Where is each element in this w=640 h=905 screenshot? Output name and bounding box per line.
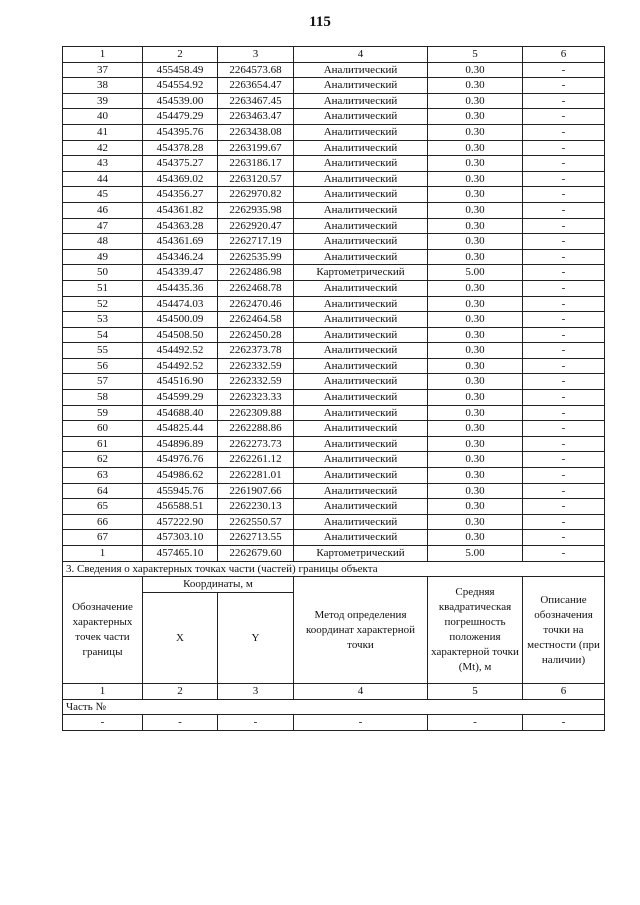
table-cell: - (523, 78, 605, 94)
header-method: Метод определения координат характерной точки (294, 577, 428, 684)
table-cell: 454356.27 (143, 187, 218, 203)
table-row (63, 421, 605, 437)
table-cell: Аналитический (294, 78, 428, 94)
section3-title: 3. Сведения о характерных точках части (частей) границы объекта (63, 561, 605, 577)
table-cell: 64 (63, 483, 143, 499)
table-cell: Аналитический (294, 452, 428, 468)
table-cell: Аналитический (294, 109, 428, 125)
table-cell: 47 (63, 218, 143, 234)
header-coordinates: Координаты, м (143, 577, 294, 593)
table-row (63, 156, 605, 172)
table-cell: 454361.69 (143, 234, 218, 250)
table-row (63, 109, 605, 125)
empty-cell-2: - (143, 715, 218, 731)
header-point-designation: Обозначение характерных точек части границы (63, 577, 143, 684)
table-cell: Аналитический (294, 234, 428, 250)
table-cell: 454375.27 (143, 156, 218, 172)
table-row (63, 218, 605, 234)
table-cell: - (523, 499, 605, 515)
table-cell: 457465.10 (143, 546, 218, 562)
empty-cell-4: - (294, 715, 428, 731)
table-cell: 40 (63, 109, 143, 125)
table-cell: 2262373.78 (218, 343, 294, 359)
table-cell: 2262288.86 (218, 421, 294, 437)
table-cell: 41 (63, 124, 143, 140)
table-cell: 46 (63, 202, 143, 218)
table-cell: 51 (63, 280, 143, 296)
table-cell: 2262920.47 (218, 218, 294, 234)
table-cell: 52 (63, 296, 143, 312)
table-cell: - (523, 452, 605, 468)
table-cell: - (523, 358, 605, 374)
table-cell: 2262332.59 (218, 374, 294, 390)
column-number-row (63, 47, 605, 63)
table-cell: 37 (63, 62, 143, 78)
table-cell: 61 (63, 436, 143, 452)
table-cell: 454599.29 (143, 390, 218, 406)
table-cell: 0.30 (428, 358, 523, 374)
table-cell: - (523, 124, 605, 140)
table-cell: Аналитический (294, 249, 428, 265)
table-cell: - (523, 421, 605, 437)
table-cell: - (523, 249, 605, 265)
table-cell: 454369.02 (143, 171, 218, 187)
table-row (63, 280, 605, 296)
table-cell: - (523, 327, 605, 343)
table-cell: 0.30 (428, 421, 523, 437)
table-cell: 2262468.78 (218, 280, 294, 296)
table-cell: 39 (63, 93, 143, 109)
table-row (63, 78, 605, 94)
coordinates-table (62, 46, 605, 731)
table-cell: - (523, 187, 605, 203)
table-cell: 2262717.19 (218, 234, 294, 250)
table-cell: - (523, 280, 605, 296)
table-cell: 58 (63, 390, 143, 406)
table-cell: 44 (63, 171, 143, 187)
table-cell: 66 (63, 514, 143, 530)
table-row (63, 249, 605, 265)
table-row (63, 312, 605, 328)
table-cell: Аналитический (294, 499, 428, 515)
table-cell: 456588.51 (143, 499, 218, 515)
table-row (63, 265, 605, 281)
table-cell: - (523, 62, 605, 78)
table-cell: 0.30 (428, 62, 523, 78)
table-cell: 0.30 (428, 405, 523, 421)
table-row (63, 358, 605, 374)
table-cell: - (523, 234, 605, 250)
table-cell: 0.30 (428, 452, 523, 468)
table-cell: Аналитический (294, 218, 428, 234)
table-cell: 62 (63, 452, 143, 468)
table-cell: 0.30 (428, 234, 523, 250)
table-cell: 2262486.98 (218, 265, 294, 281)
table-cell: - (523, 140, 605, 156)
table-cell: 60 (63, 421, 143, 437)
table-cell: 454825.44 (143, 421, 218, 437)
table-row (63, 499, 605, 515)
table-cell: 454378.28 (143, 140, 218, 156)
table-cell: 454986.62 (143, 468, 218, 484)
s3-col-num-1: 1 (63, 684, 143, 700)
table-cell: 0.30 (428, 499, 523, 515)
table-cell: 454976.76 (143, 452, 218, 468)
col-num-5: 5 (428, 47, 523, 63)
table-cell: Аналитический (294, 171, 428, 187)
table-cell: 0.30 (428, 124, 523, 140)
table-cell: Аналитический (294, 327, 428, 343)
table-cell: 2262935.98 (218, 202, 294, 218)
table-row (63, 405, 605, 421)
table-cell: 2263654.47 (218, 78, 294, 94)
table-cell: 2263199.67 (218, 140, 294, 156)
table-cell: 2263467.45 (218, 93, 294, 109)
table-cell: 0.30 (428, 374, 523, 390)
table-cell: 457222.90 (143, 514, 218, 530)
table-cell: Аналитический (294, 296, 428, 312)
table-cell: Аналитический (294, 468, 428, 484)
table-row (63, 452, 605, 468)
table-cell: - (523, 546, 605, 562)
table-cell: 0.30 (428, 218, 523, 234)
col-num-4: 4 (294, 47, 428, 63)
table-cell: - (523, 436, 605, 452)
table-cell: 50 (63, 265, 143, 281)
table-cell: Картометрический (294, 265, 428, 281)
table-cell: Аналитический (294, 343, 428, 359)
table-cell: Картометрический (294, 546, 428, 562)
table-cell: 454492.52 (143, 343, 218, 359)
table-cell: 2262679.60 (218, 546, 294, 562)
table-cell: Аналитический (294, 405, 428, 421)
table-cell: - (523, 483, 605, 499)
header-y: Y (218, 593, 294, 684)
table-cell: 454492.52 (143, 358, 218, 374)
table-cell: 454508.50 (143, 327, 218, 343)
table-cell: Аналитический (294, 280, 428, 296)
table-cell: - (523, 374, 605, 390)
table-cell: Аналитический (294, 530, 428, 546)
table-row (63, 171, 605, 187)
table-cell: 0.30 (428, 436, 523, 452)
table-cell: Аналитический (294, 514, 428, 530)
table-cell: 2263438.08 (218, 124, 294, 140)
table-cell: Аналитический (294, 156, 428, 172)
table-cell: - (523, 156, 605, 172)
table-cell: 0.30 (428, 296, 523, 312)
table-cell: 2263463.47 (218, 109, 294, 125)
table-row (63, 62, 605, 78)
table-cell: 454539.00 (143, 93, 218, 109)
table-row (63, 468, 605, 484)
table-cell: 0.30 (428, 202, 523, 218)
table-cell: 5.00 (428, 265, 523, 281)
table-row (63, 140, 605, 156)
table-cell: Аналитический (294, 140, 428, 156)
table-cell: 2262713.55 (218, 530, 294, 546)
table-cell: - (523, 171, 605, 187)
table-cell: 59 (63, 405, 143, 421)
table-cell: 2262230.13 (218, 499, 294, 515)
table-cell: Аналитический (294, 124, 428, 140)
table-cell: - (523, 468, 605, 484)
table-cell: 0.30 (428, 78, 523, 94)
table-cell: 45 (63, 187, 143, 203)
table-cell: 42 (63, 140, 143, 156)
table-cell: 56 (63, 358, 143, 374)
table-row (63, 296, 605, 312)
table-cell: Аналитический (294, 312, 428, 328)
table-cell: 0.30 (428, 530, 523, 546)
table-row (63, 343, 605, 359)
table-cell: 49 (63, 249, 143, 265)
header-error: Средняя квадратическая погрешность положения характерной точки (Mt), м (428, 577, 523, 684)
table-cell: 0.30 (428, 312, 523, 328)
table-row (63, 514, 605, 530)
table-cell: 2262470.46 (218, 296, 294, 312)
table-cell: 454554.92 (143, 78, 218, 94)
table-row (63, 202, 605, 218)
table-cell: 0.30 (428, 93, 523, 109)
table-cell: 454474.03 (143, 296, 218, 312)
table-cell: 455458.49 (143, 62, 218, 78)
table-cell: Аналитический (294, 187, 428, 203)
table-cell: 2262464.58 (218, 312, 294, 328)
s3-col-num-6: 6 (523, 684, 605, 700)
col-num-1: 1 (63, 47, 143, 63)
table-cell: 0.30 (428, 156, 523, 172)
table-cell: Аналитический (294, 421, 428, 437)
s3-col-num-4: 4 (294, 684, 428, 700)
table-cell: 457303.10 (143, 530, 218, 546)
table-cell: 454500.09 (143, 312, 218, 328)
table-cell: 454688.40 (143, 405, 218, 421)
table-cell: 454479.29 (143, 109, 218, 125)
table-cell: 454395.76 (143, 124, 218, 140)
part-label-row (63, 699, 605, 715)
table-cell: - (523, 202, 605, 218)
table-cell: 454896.89 (143, 436, 218, 452)
table-row (63, 436, 605, 452)
table-cell: Аналитический (294, 202, 428, 218)
table-cell: 2262450.28 (218, 327, 294, 343)
table-cell: - (523, 343, 605, 359)
table-cell: 2263120.57 (218, 171, 294, 187)
table-cell: 0.30 (428, 171, 523, 187)
table-cell: 0.30 (428, 514, 523, 530)
table-cell: 2262281.01 (218, 468, 294, 484)
table-cell: - (523, 405, 605, 421)
s3-col-num-2: 2 (143, 684, 218, 700)
table-cell: 454339.47 (143, 265, 218, 281)
header-x: X (143, 593, 218, 684)
table-cell: 1 (63, 546, 143, 562)
table-cell: - (523, 530, 605, 546)
table-row (63, 124, 605, 140)
table-cell: 454516.90 (143, 374, 218, 390)
table-row (63, 187, 605, 203)
col-num-6: 6 (523, 47, 605, 63)
table-cell: 65 (63, 499, 143, 515)
table-cell: - (523, 93, 605, 109)
table-cell: 2262261.12 (218, 452, 294, 468)
table-cell: - (523, 296, 605, 312)
table-cell: Аналитический (294, 390, 428, 406)
table-row (63, 483, 605, 499)
table-cell: 43 (63, 156, 143, 172)
table-cell: 454435.36 (143, 280, 218, 296)
table-cell: 63 (63, 468, 143, 484)
section3-header-row (63, 577, 605, 593)
table-cell: 2263186.17 (218, 156, 294, 172)
table-cell: 2262970.82 (218, 187, 294, 203)
table-cell: 2264573.68 (218, 62, 294, 78)
table-cell: 0.30 (428, 327, 523, 343)
table-cell: 454346.24 (143, 249, 218, 265)
section3-column-number-row (63, 684, 605, 700)
col-num-2: 2 (143, 47, 218, 63)
empty-cell-1: - (63, 715, 143, 731)
table-cell: 2262535.99 (218, 249, 294, 265)
col-num-3: 3 (218, 47, 294, 63)
part-label: Часть № (63, 699, 605, 715)
header-description: Описание обозначения точки на местности (при наличии) (523, 577, 605, 684)
section3-title-row (63, 561, 605, 577)
table-cell: 454363.28 (143, 218, 218, 234)
table-cell: 67 (63, 530, 143, 546)
table-cell: Аналитический (294, 93, 428, 109)
empty-cell-3: - (218, 715, 294, 731)
table-row (63, 390, 605, 406)
table-cell: Аналитический (294, 483, 428, 499)
table-cell: 2262309.88 (218, 405, 294, 421)
table-cell: 2262273.73 (218, 436, 294, 452)
table-cell: 55 (63, 343, 143, 359)
table-cell: Аналитический (294, 374, 428, 390)
table-cell: - (523, 514, 605, 530)
table-cell: 5.00 (428, 546, 523, 562)
table-cell: 0.30 (428, 280, 523, 296)
table-cell: 0.30 (428, 343, 523, 359)
empty-cell-6: - (523, 715, 605, 731)
table-row (63, 234, 605, 250)
table-row (63, 546, 605, 562)
table-cell: 455945.76 (143, 483, 218, 499)
table-row (63, 374, 605, 390)
empty-cell-5: - (428, 715, 523, 731)
table-cell: - (523, 265, 605, 281)
table-row (63, 327, 605, 343)
table-cell: Аналитический (294, 62, 428, 78)
table-cell: 2262332.59 (218, 358, 294, 374)
table-cell: 2262550.57 (218, 514, 294, 530)
table-cell: Аналитический (294, 358, 428, 374)
table-cell: 53 (63, 312, 143, 328)
empty-data-row (63, 715, 605, 731)
table-cell: 454361.82 (143, 202, 218, 218)
table-row (63, 530, 605, 546)
table-row (63, 93, 605, 109)
table-cell: 38 (63, 78, 143, 94)
table-cell: - (523, 218, 605, 234)
table-cell: 0.30 (428, 187, 523, 203)
table-cell: - (523, 109, 605, 125)
table-cell: 57 (63, 374, 143, 390)
table-cell: - (523, 390, 605, 406)
s3-col-num-3: 3 (218, 684, 294, 700)
table-cell: 0.30 (428, 468, 523, 484)
table-cell: 0.30 (428, 249, 523, 265)
table-cell: 0.30 (428, 390, 523, 406)
table-cell: 48 (63, 234, 143, 250)
table-cell: 54 (63, 327, 143, 343)
page-number: 115 (309, 14, 331, 30)
table-cell: Аналитический (294, 436, 428, 452)
table-cell: 0.30 (428, 140, 523, 156)
s3-col-num-5: 5 (428, 684, 523, 700)
table-cell: 0.30 (428, 483, 523, 499)
table-cell: 2261907.66 (218, 483, 294, 499)
table-cell: 2262323.33 (218, 390, 294, 406)
table-cell: 0.30 (428, 109, 523, 125)
table-cell: - (523, 312, 605, 328)
